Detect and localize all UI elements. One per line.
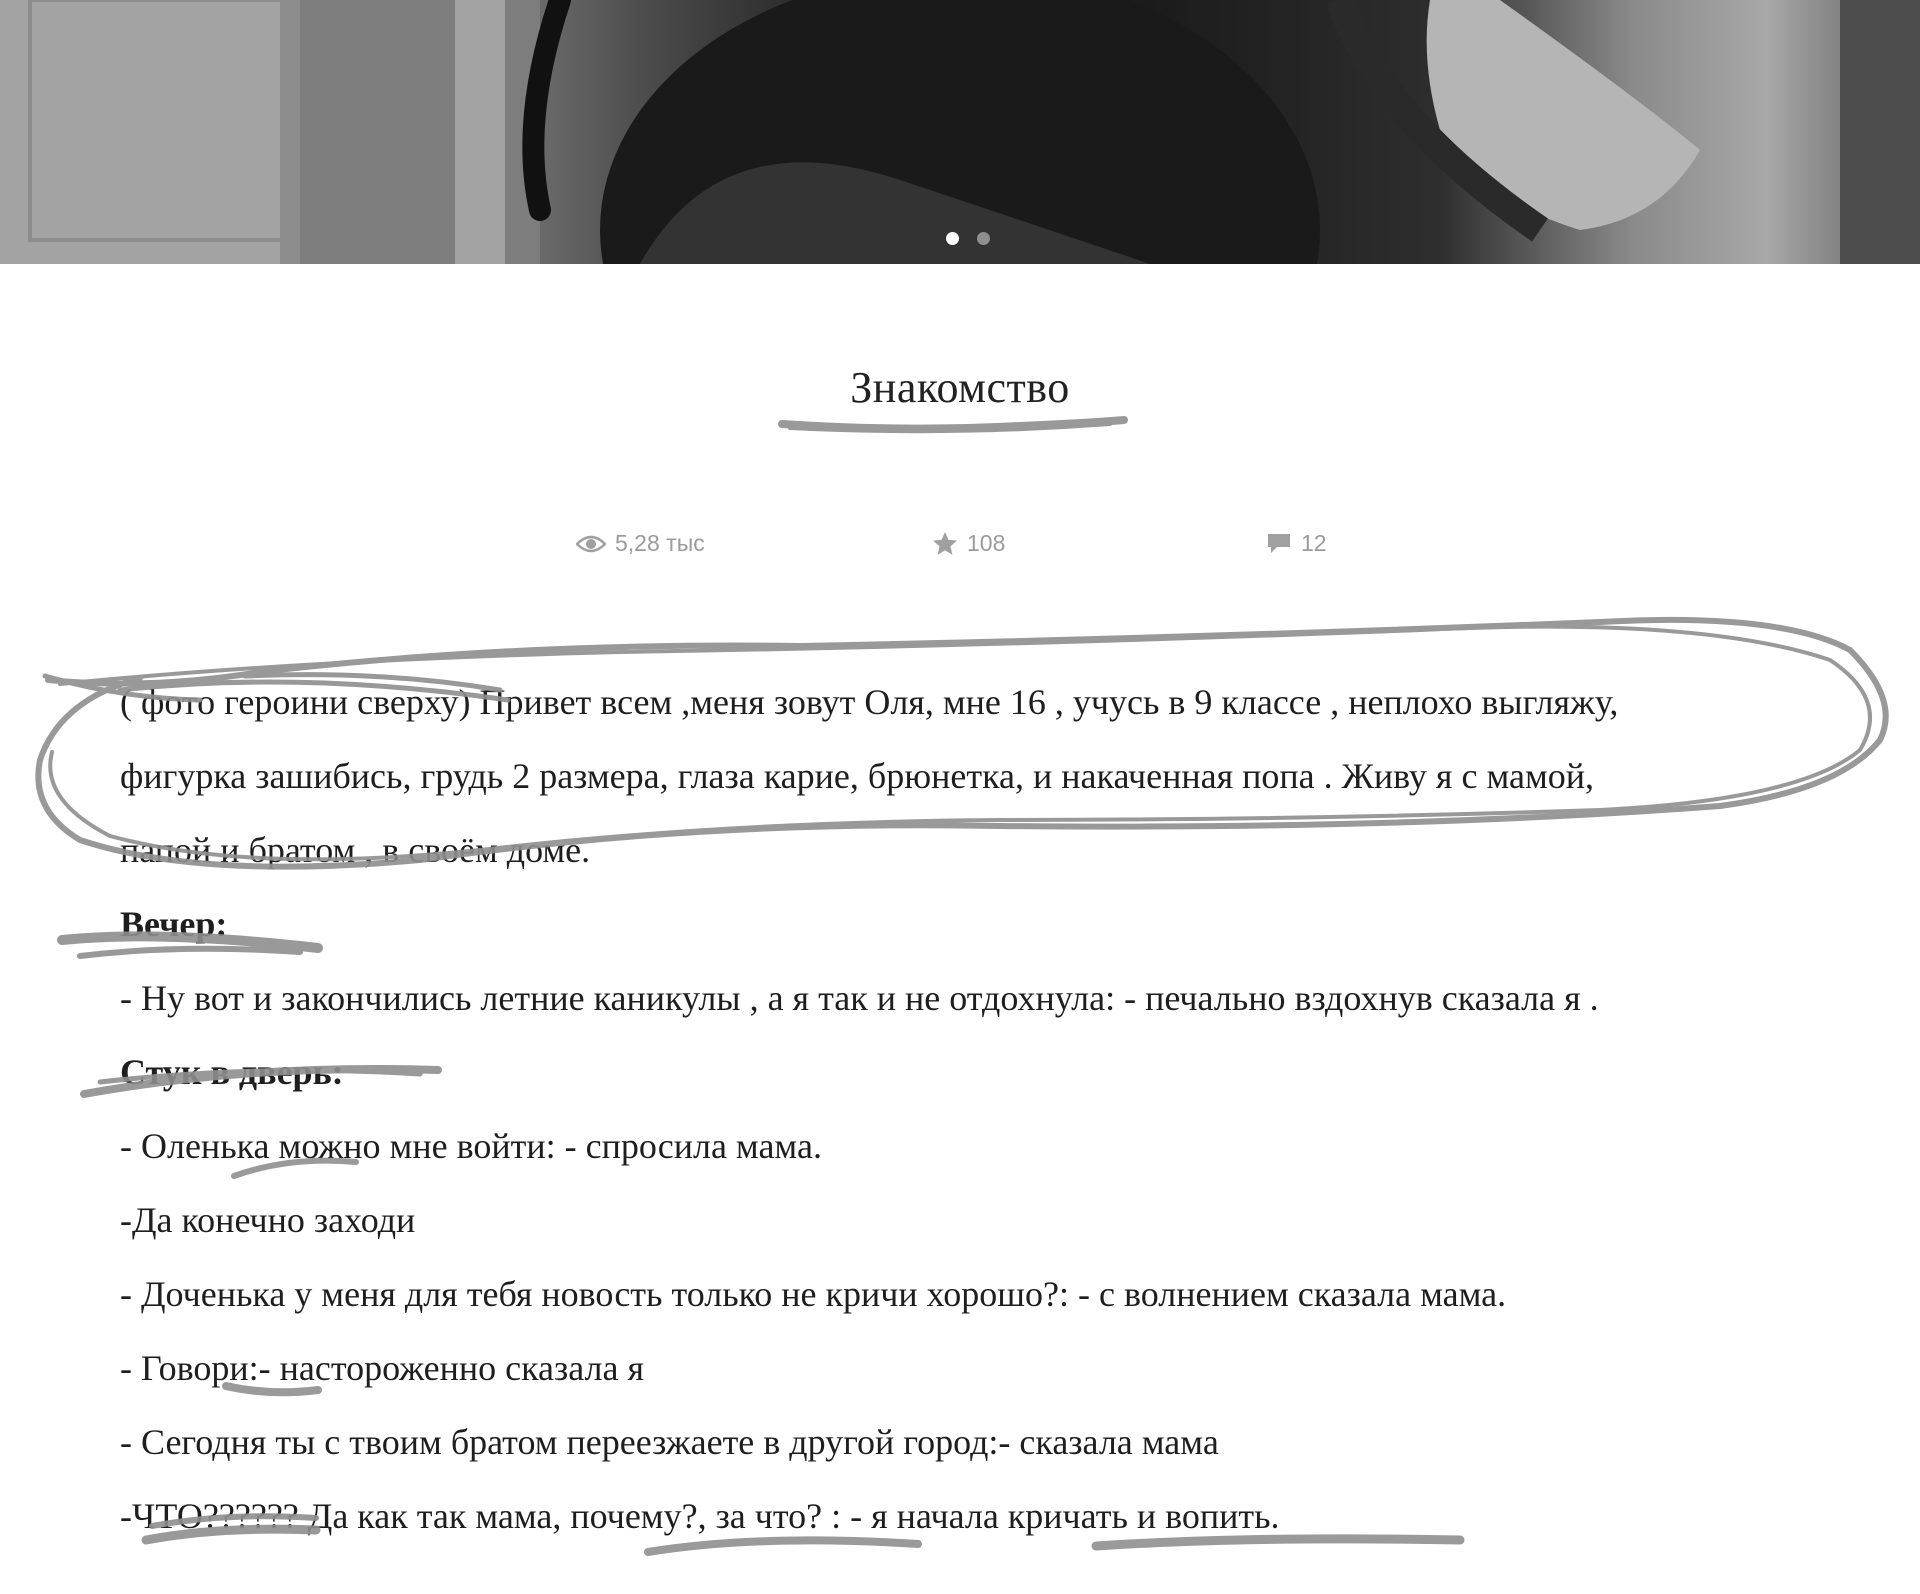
story-text	[120, 665, 1840, 1553]
likes-stat[interactable]	[932, 530, 1005, 557]
carousel-dots	[946, 232, 990, 245]
section-heading-evening: Вечер:	[120, 904, 228, 944]
star-icon	[932, 531, 958, 556]
text-line: фигурка зашибись, грудь 2 размера, глаза карие, брюнетка, и накаченная попа . Живу я с мамой,	[120, 756, 1595, 796]
views-stat	[576, 530, 705, 557]
text-line: ( фото героини сверху) Привет всем ,меня зовут Оля, мне 16 , учусь в 9 классе , неплохо выгляжу,	[120, 682, 1619, 722]
text-line: -ЧТО?????? Да как так мама, почему?, за что? : - я начала кричать и вопить.	[120, 1496, 1280, 1536]
comments-stat[interactable]	[1266, 530, 1327, 557]
story-title: Знакомство	[850, 363, 1070, 412]
carousel-dot-2[interactable]	[977, 232, 990, 245]
text-line: - Говори:- настороженно сказала я	[120, 1348, 645, 1388]
carousel-dot-1[interactable]	[946, 232, 959, 245]
text-line: -Да конечно заходи	[120, 1200, 416, 1240]
text-line: - Ну вот и закончились летние каникулы , а я так и не отдохнула: - печально вздохнув сказала я .	[120, 978, 1599, 1018]
text-line: - Доченька у меня для тебя новость только не кричи хорошо?: - с волнением сказала мама.	[120, 1274, 1507, 1314]
story-stats	[0, 530, 1920, 566]
text-line: - Оленька можно мне войти: - спросила мама.	[120, 1126, 822, 1166]
hero-photo-shapes	[0, 0, 1920, 264]
text-line: - Сегодня ты с твоим братом переезжаете в другой город:- сказала мама	[120, 1422, 1219, 1462]
views-count: 5,28 тыс	[615, 530, 705, 556]
text-line: папой и братом , в своём доме.	[120, 830, 591, 870]
comments-count: 12	[1301, 530, 1327, 556]
comment-icon	[1266, 532, 1292, 556]
eye-icon	[576, 534, 606, 554]
hero-photo[interactable]	[0, 0, 1920, 264]
likes-count: 108	[967, 530, 1006, 556]
section-heading-knock: Стук в дверь:	[120, 1052, 344, 1092]
